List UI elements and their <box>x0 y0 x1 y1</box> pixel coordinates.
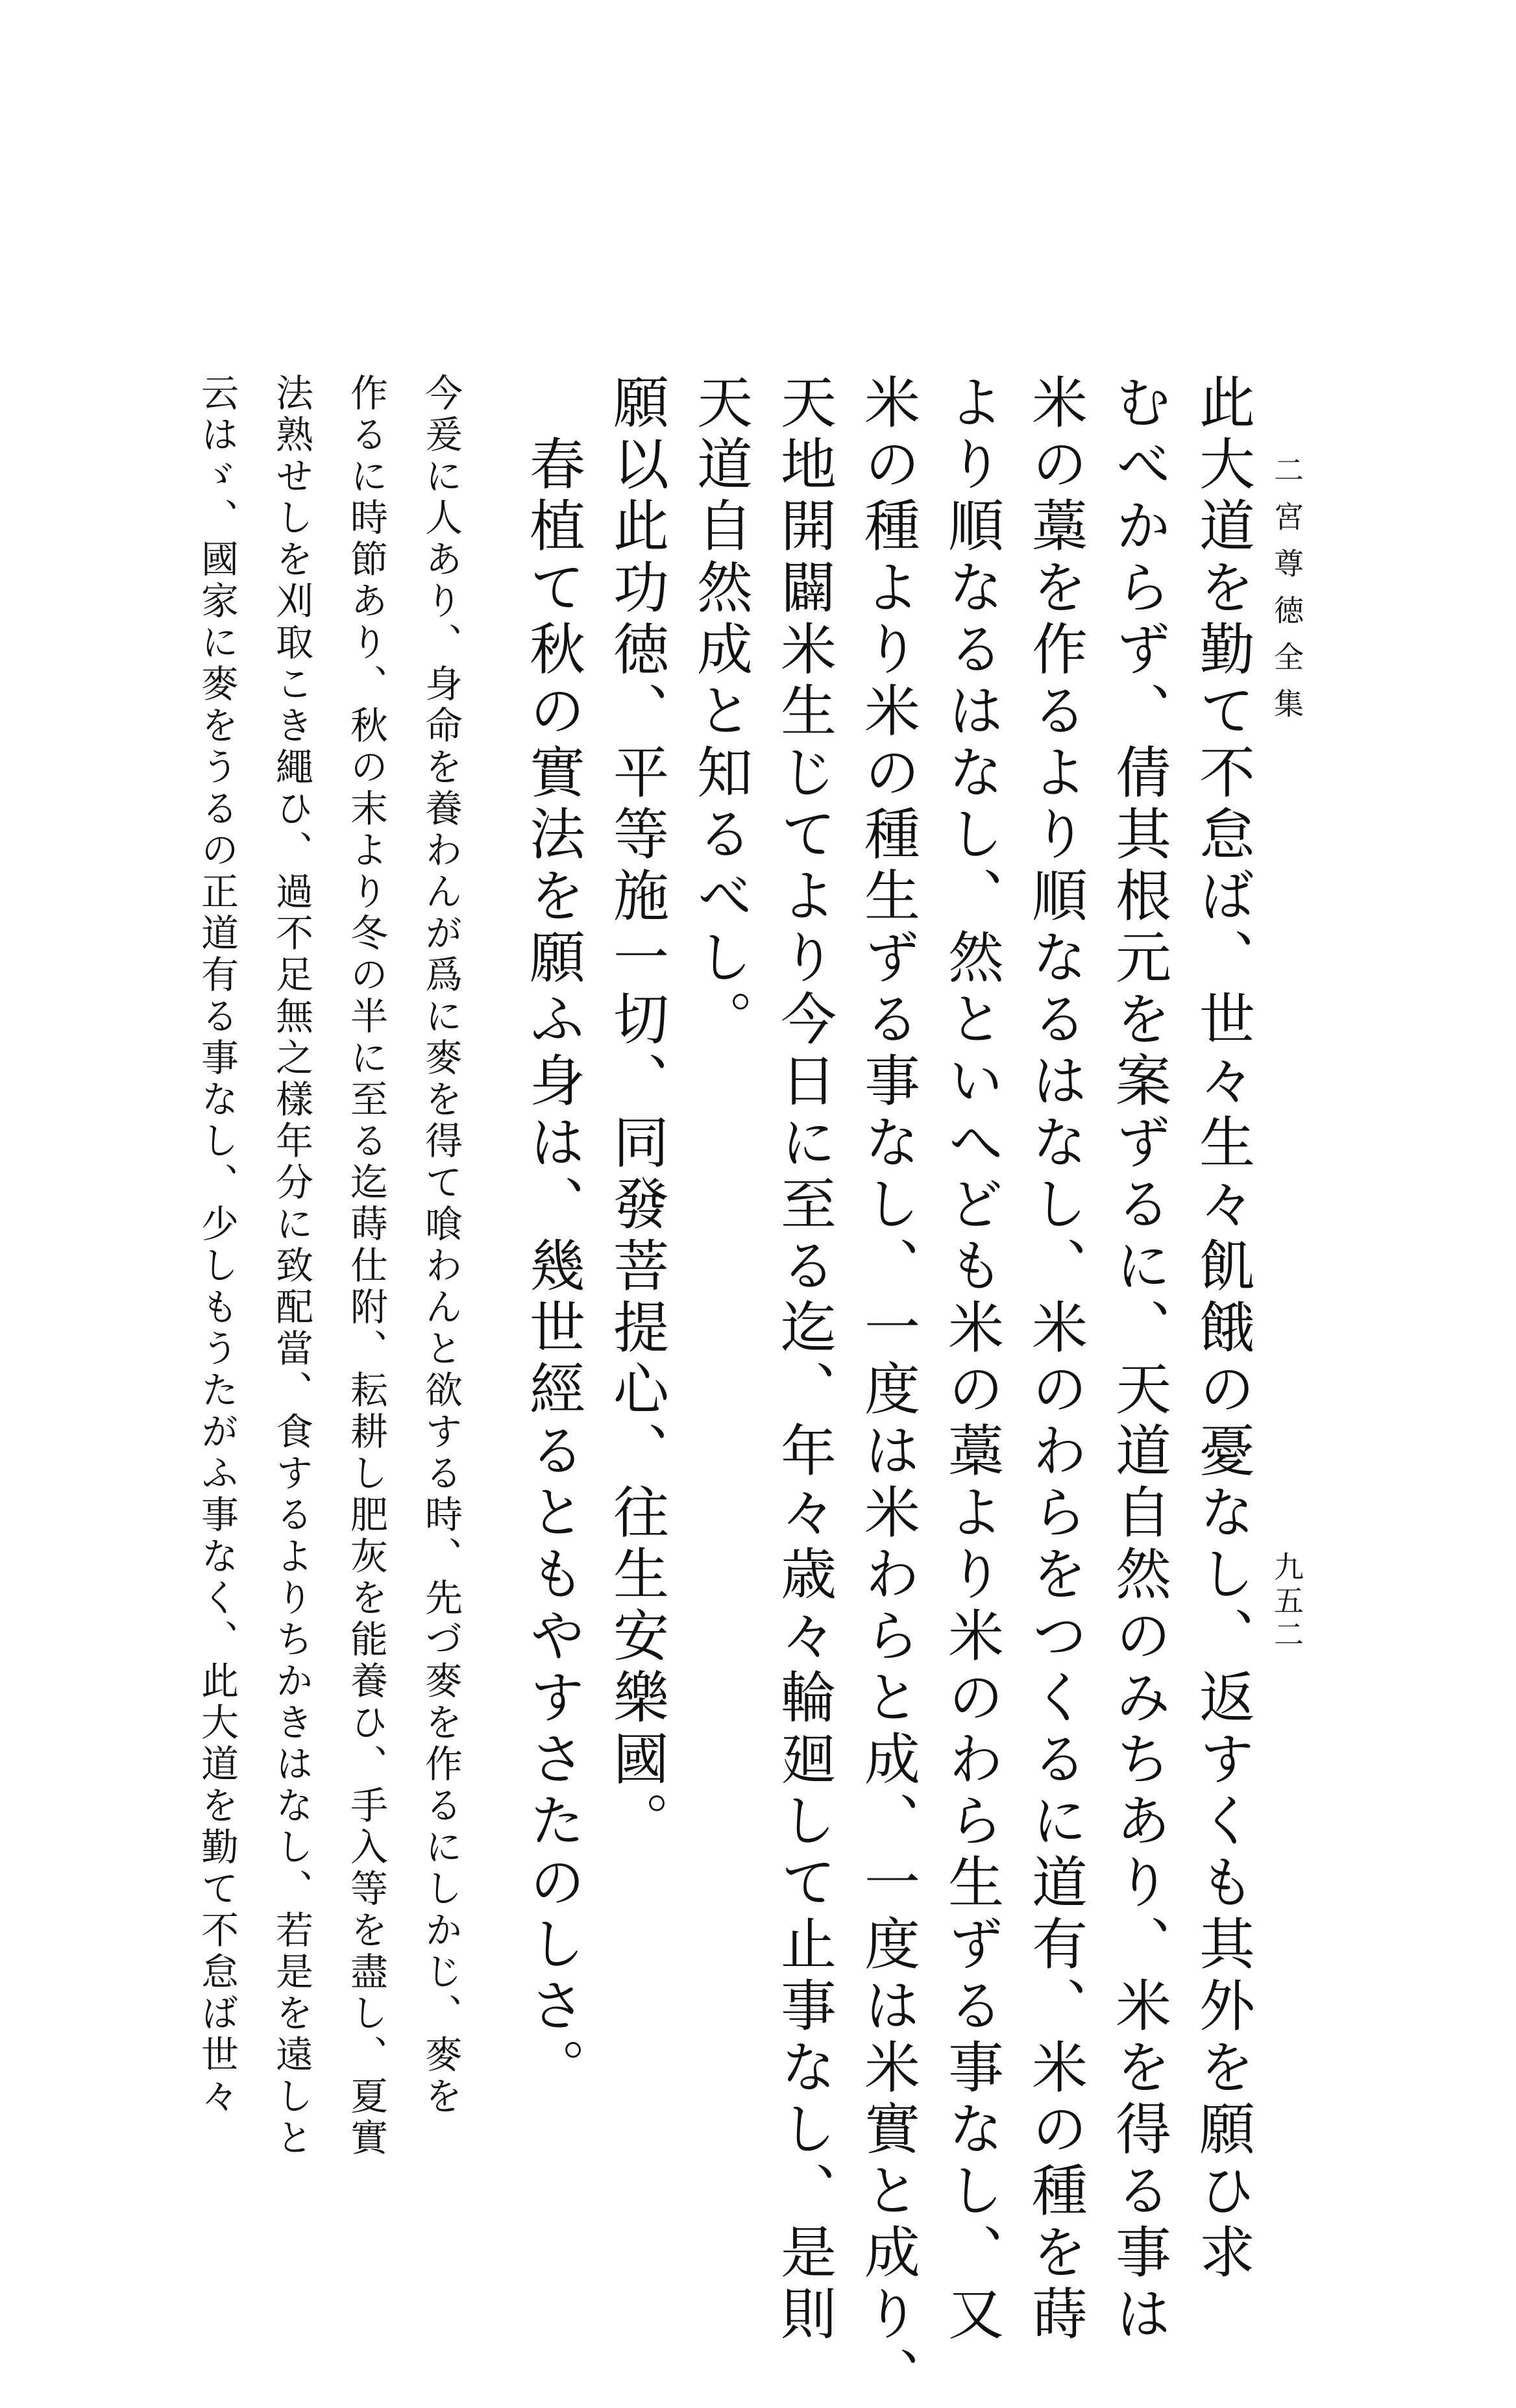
commentary-line-4: 云はゞ、國家に麥をうるの正道有る事なし、少しもうたがふ事なく、此大道を勤て不怠ば世々 <box>195 373 239 2118</box>
main-text-line-1: 此大道を勤て不怠ば、世々生々飢餓の憂なし、返すくも其外を願ひ求 <box>1190 373 1254 2285</box>
commentary-line-1: 今爰に人あり、身命を養わんが爲に麥を得て喰わんと欲する時、先づ麥を作るにしかじ、麥を <box>419 373 463 2118</box>
main-text-line-2: むべからず、倩其根元を案ずるに、天道自然のみちあり、米を得る事は <box>1106 373 1171 2346</box>
main-text-line-4: より順なるはなし、然といへども米の藁より米のわら生ずる事なし、又 <box>938 373 1003 2346</box>
commentary-line-2: 作るに時節あり、秋の末より冬の半に至る迄蒔仕附、耘耕し肥灰を能養ひ、手入等を盡し、夏實 <box>344 373 388 2159</box>
page-number: 九五二 <box>1269 1551 1304 1652</box>
main-text-line-3: 米の藁を作るより順なるはなし、米のわらをつくるに道有、米の種を蒔 <box>1022 373 1087 2346</box>
main-text-line-7: 天道自然成と知るべし。 <box>687 373 752 1051</box>
commentary-line-3: 法熟せしを刈取こき繩ひ、過不足無之樣年分に致配當、食するよりちかきはなし、若是を遠しと <box>269 373 313 2159</box>
running-header-title: 二宮尊徳全集 <box>1269 454 1304 735</box>
verse-line-1: 願以此功徳、平等施一切、同發菩提心、往生安樂國。 <box>604 373 668 1853</box>
main-text-line-6: 天地開闢米生じてより今日に至る迄、年々歳々輪廻して止事なし、是則 <box>771 373 836 2346</box>
main-text-line-5: 米の種より米の種生ずる事なし、一度は米わらと成、一度は米實と成り、 <box>855 373 920 2408</box>
verse-line-2: 春植て秋の實法を願ふ身は、幾世經るともやすさたのしさ。 <box>520 435 585 2100</box>
